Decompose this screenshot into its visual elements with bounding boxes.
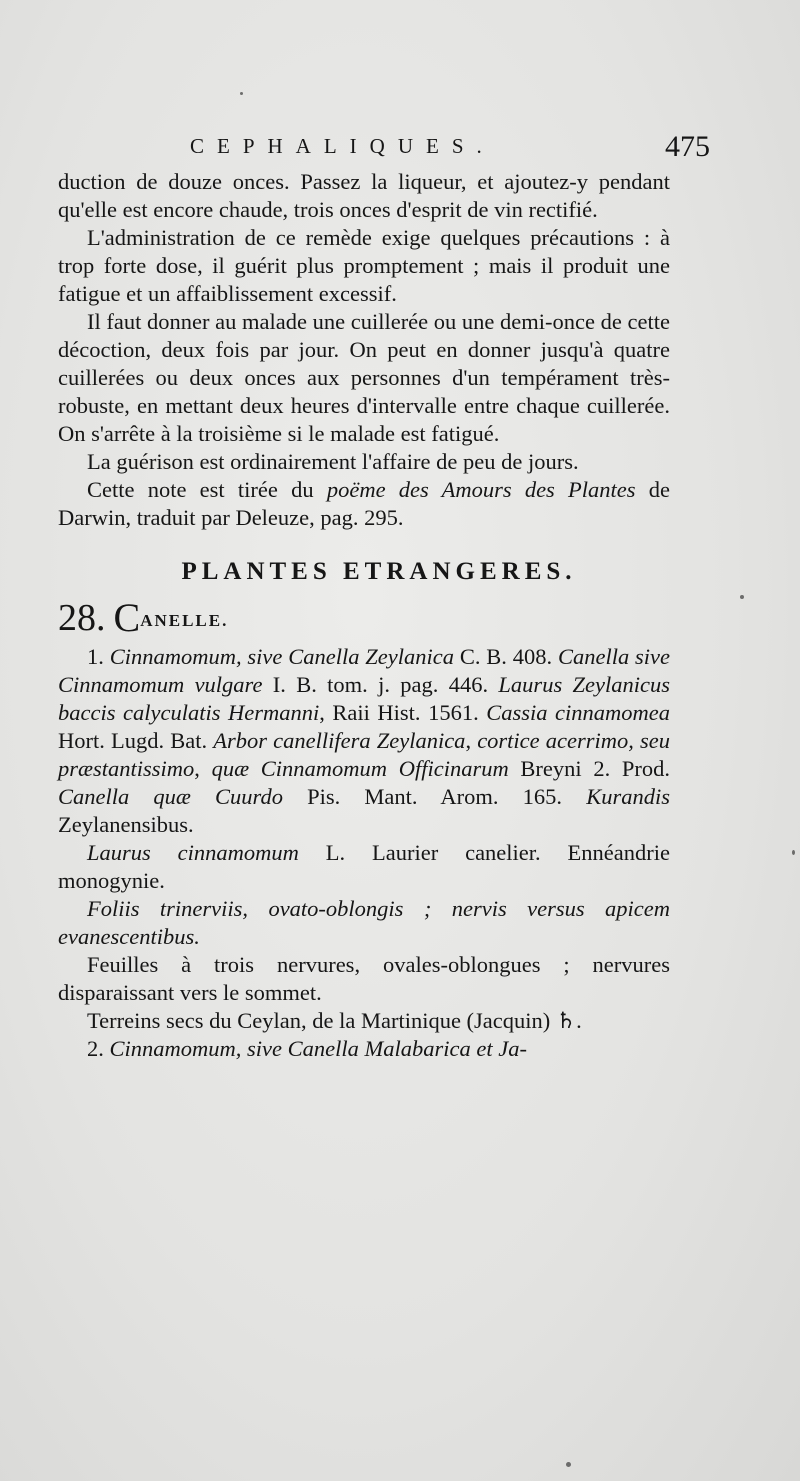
habitat: Terreins secs du Ceylan, de la Martinique (Jacquin) ♄. (87, 1008, 582, 1033)
body-text (58, 168, 670, 1063)
italic-segment: quæ Cinnamomum Officinarum (211, 756, 509, 781)
italic-segment: Canella quæ Cuurdo (58, 784, 283, 809)
paragraph: duction de douze onces. Passez la liqueur, et ajoutez-y pendant qu'elle est encore chaude, trois onces d'esprit de vin rectifié. (58, 169, 670, 222)
latin-description: Foliis trinerviis, ovato-oblongis ; nervis versus apicem evanescentibus. (58, 896, 670, 949)
italic-segment: Cinnamomum, sive Canella Zeylanica (109, 644, 455, 669)
roman-segment: , (194, 756, 212, 781)
entry-initial: C (113, 595, 141, 640)
linnaean-name: Laurus cinnamomum (87, 840, 299, 865)
roman-segment: , Raii Hist. 1561. (319, 700, 487, 725)
italic-segment: Kurandis (586, 784, 670, 809)
roman-segment: I. B. tom. j. pag. 446. (262, 672, 499, 697)
running-head: CEPHALIQUES. (190, 134, 495, 158)
paragraph-linnaean-name: Laurus cinnamomum L. Laurier canelier. Ennéandrie monogynie. (58, 840, 670, 893)
cited-work-title: poëme des Amours des Plantes (326, 477, 636, 502)
italic-segment: cortice acerrimo, seu præstantissimo (58, 728, 671, 781)
section-title: PLANTES ETRANGERES. (181, 558, 577, 585)
catchline: 2. Cinnamomum, sive Canella Malabarica et Ja- (87, 1036, 527, 1061)
roman-segment: Breyni 2. Prod. (508, 756, 671, 781)
entry-number: 28. (58, 597, 106, 639)
page-number: 475 (665, 130, 710, 163)
roman-segment: 1. (87, 644, 110, 669)
ink-speck (240, 92, 243, 95)
italic-segment: Laurus Zeylanicus baccis calyculatis Hermanni (58, 672, 670, 725)
entry-name: ANELLE. (140, 611, 229, 630)
paragraph: Il faut donner au malade une cuillerée ou une demi-once de cette décoction, deux fois par jour. On peut en donner jusqu'à quatre cuillerées ou deux onces aux personnes d'un tempérament très-robuste, en mettant deux heures d'intervalle entre chaque cuillerée. On s'arrête à la troisième si le malade est fatigué. (58, 309, 670, 446)
italic-segment: Canella sive Cinnamomum vulgare (58, 644, 671, 697)
roman-segment: Pis. Mant. Arom. 165. (282, 784, 587, 809)
ink-speck (792, 850, 795, 855)
roman-segment: C. B. 408. (454, 644, 558, 669)
paragraph-citation: Cette note est tirée du poëme des Amours des Plantes de Darwin, traduit par Deleuze, pag. 295. (58, 477, 670, 530)
roman-segment: Hort. Lugd. Bat. (58, 728, 214, 753)
roman-segment: , (465, 728, 478, 753)
paragraph: L'administration de ce remède exige quelques précautions : à trop forte dose, il guérit plus promptement ; mais il produit une fatigue et un affaiblissement excessif. (58, 225, 670, 306)
ink-speck (740, 595, 744, 599)
ink-speck (566, 1462, 571, 1467)
synonymy-paragraph (58, 643, 670, 839)
page-header (190, 130, 710, 170)
paragraph: La guérison est ordinairement l'affaire de peu de jours. (87, 449, 579, 474)
entry-heading (58, 595, 670, 640)
italic-segment: Arbor canellifera Zeylanica (213, 728, 466, 753)
roman-segment: Zeylanensibus. (58, 812, 194, 837)
italic-segment: Cassia cinnamomea (486, 700, 670, 725)
french-description: Feuilles à trois nervures, ovales-oblongues ; nervures disparaissant vers le sommet. (58, 952, 670, 1005)
